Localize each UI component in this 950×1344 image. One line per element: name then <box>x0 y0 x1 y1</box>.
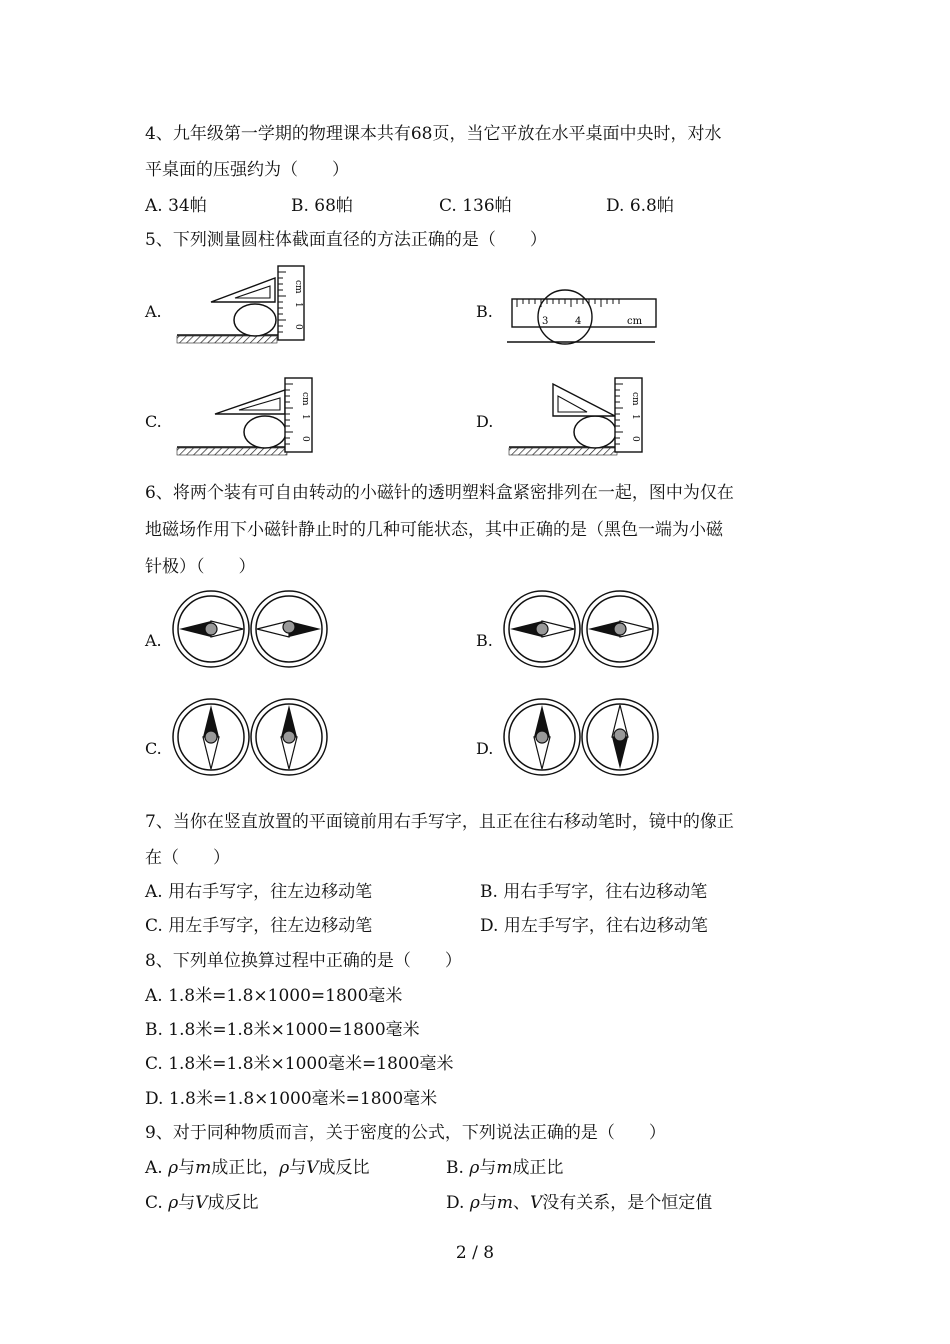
q6-label-d[interactable]: D. <box>476 739 494 758</box>
q8-option-c[interactable]: C. 1.8米=1.8米×1000毫米=1800毫米 <box>145 1054 454 1074</box>
q9-option-c[interactable] <box>145 1192 259 1214</box>
q9-stem: 9、对于同种物质而言，关于密度的公式，下列说法正确的是（ ） <box>145 1123 666 1143</box>
text: 成反比 <box>207 1193 259 1213</box>
ruler-unit: cm <box>630 392 640 406</box>
q5-label-d[interactable]: D. <box>476 412 494 431</box>
q5-figure-c <box>175 374 320 458</box>
q5-stem: 5、下列测量圆柱体截面直径的方法正确的是（ ） <box>145 230 547 250</box>
q6-figure-d <box>502 697 662 777</box>
rho-symbol: ρ <box>469 1193 480 1213</box>
table-surface <box>177 336 277 343</box>
mass-symbol: m <box>496 1193 513 1213</box>
q5-figure-b <box>507 288 659 346</box>
q9-option-b[interactable] <box>446 1157 563 1179</box>
text: 与 <box>289 1158 307 1178</box>
text: 与 <box>178 1158 196 1178</box>
rho-symbol: ρ <box>279 1158 290 1178</box>
q8-option-a[interactable]: A. 1.8米=1.8×1000=1800毫米 <box>145 986 403 1006</box>
option-letter: B. <box>446 1158 470 1178</box>
ruler-unit: cm <box>293 280 303 294</box>
cylinder-section <box>244 416 286 448</box>
ruler-mark-1: 1 <box>300 414 310 420</box>
volume-symbol: V <box>306 1158 319 1178</box>
ruler-mark-1: 1 <box>630 414 640 420</box>
text: 没有关系，是个恒定值 <box>542 1193 713 1213</box>
q7-stem-line1: 7、当你在竖直放置的平面镜前用右手写字，且正在往右移动笔时，镜中的像正 <box>145 812 734 832</box>
q8-option-d[interactable]: D. 1.8米=1.8×1000毫米=1800毫米 <box>145 1089 438 1109</box>
q4-option-c[interactable]: C. 136帕 <box>439 196 512 216</box>
compass-right <box>582 699 658 775</box>
q7-option-a[interactable]: A. 用右手写字，往左边移动笔 <box>145 882 373 902</box>
text: 与 <box>479 1158 497 1178</box>
compass-left <box>173 699 249 775</box>
cylinder-section <box>234 304 276 336</box>
compass-right <box>251 699 327 775</box>
volume-symbol: V <box>195 1193 208 1213</box>
q5-figure-a <box>175 262 315 346</box>
q6-figure-b <box>502 589 662 669</box>
table-surface <box>509 448 617 455</box>
compass-right <box>582 591 658 667</box>
compass-left <box>504 699 580 775</box>
q6-label-c[interactable]: C. <box>145 739 162 758</box>
ruler-mark-0: 0 <box>300 436 310 442</box>
ruler-mark-3: 3 <box>542 316 549 327</box>
rho-symbol: ρ <box>168 1158 179 1178</box>
ruler-mark-0: 0 <box>630 436 640 442</box>
set-square <box>553 384 615 416</box>
q4-stem-line2: 平桌面的压强约为（ ） <box>145 160 349 180</box>
q7-option-d[interactable]: D. 用左手写字，往右边移动笔 <box>480 916 708 936</box>
rho-symbol: ρ <box>469 1158 480 1178</box>
ruler-mark-1: 1 <box>293 302 303 308</box>
q9-option-a[interactable] <box>145 1157 370 1179</box>
rho-symbol: ρ <box>168 1193 179 1213</box>
text: 成反比 <box>318 1158 370 1178</box>
option-letter: A. <box>145 1158 169 1178</box>
text: 、 <box>512 1193 530 1213</box>
q4-option-d[interactable]: D. 6.8帕 <box>606 196 674 216</box>
option-letter: D. <box>446 1193 470 1213</box>
q6-stem-line1: 6、将两个装有可自由转动的小磁针的透明塑料盒紧密排列在一起，图中为仅在 <box>145 483 734 503</box>
text: 成正比， <box>211 1158 280 1178</box>
q6-label-a[interactable]: A. <box>145 631 162 650</box>
q5-label-c[interactable]: C. <box>145 412 162 431</box>
mass-symbol: m <box>195 1158 212 1178</box>
q6-stem-line2: 地磁场作用下小磁针静止时的几种可能状态，其中正确的是（黑色一端为小磁 <box>145 520 723 540</box>
cylinder-section <box>574 416 616 448</box>
q7-stem-line2: 在（ ） <box>145 848 230 868</box>
compass-right <box>251 591 327 667</box>
q6-label-b[interactable]: B. <box>476 631 493 650</box>
compass-left <box>504 591 580 667</box>
q5-figure-d <box>507 374 652 458</box>
q7-option-b[interactable]: B. 用右手写字，往右边移动笔 <box>480 882 708 902</box>
page-number: 2 / 8 <box>455 1243 495 1263</box>
ruler-unit: cm <box>300 392 310 406</box>
text: 与 <box>178 1193 196 1213</box>
ruler-unit: cm <box>627 316 643 327</box>
q5-label-b[interactable]: B. <box>476 302 493 321</box>
text: 成正比 <box>512 1158 564 1178</box>
text: 与 <box>479 1193 497 1213</box>
q8-option-b[interactable]: B. 1.8米=1.8米×1000=1800毫米 <box>145 1020 420 1040</box>
q5-label-a[interactable]: A. <box>145 302 162 321</box>
table-surface <box>177 448 287 455</box>
q8-stem: 8、下列单位换算过程中正确的是（ ） <box>145 951 462 971</box>
ruler-mark-4: 4 <box>575 316 582 327</box>
q9-option-d[interactable] <box>446 1192 712 1214</box>
compass-left <box>173 591 249 667</box>
q4-option-b[interactable]: B. 68帕 <box>291 196 353 216</box>
q4-stem-line1: 4、九年级第一学期的物理课本共有68页，当它平放在水平桌面中央时，对水 <box>145 124 722 144</box>
volume-symbol: V <box>529 1193 543 1213</box>
q4-option-a[interactable]: A. 34帕 <box>145 196 207 216</box>
q6-stem-line3: 针极）（ ） <box>145 557 256 577</box>
q7-option-c[interactable]: C. 用左手写字，往左边移动笔 <box>145 916 373 936</box>
option-letter: C. <box>145 1193 169 1213</box>
mass-symbol: m <box>496 1158 513 1178</box>
q6-figure-a <box>171 589 331 669</box>
q6-figure-c <box>171 697 331 777</box>
ruler-mark-0: 0 <box>293 324 303 330</box>
